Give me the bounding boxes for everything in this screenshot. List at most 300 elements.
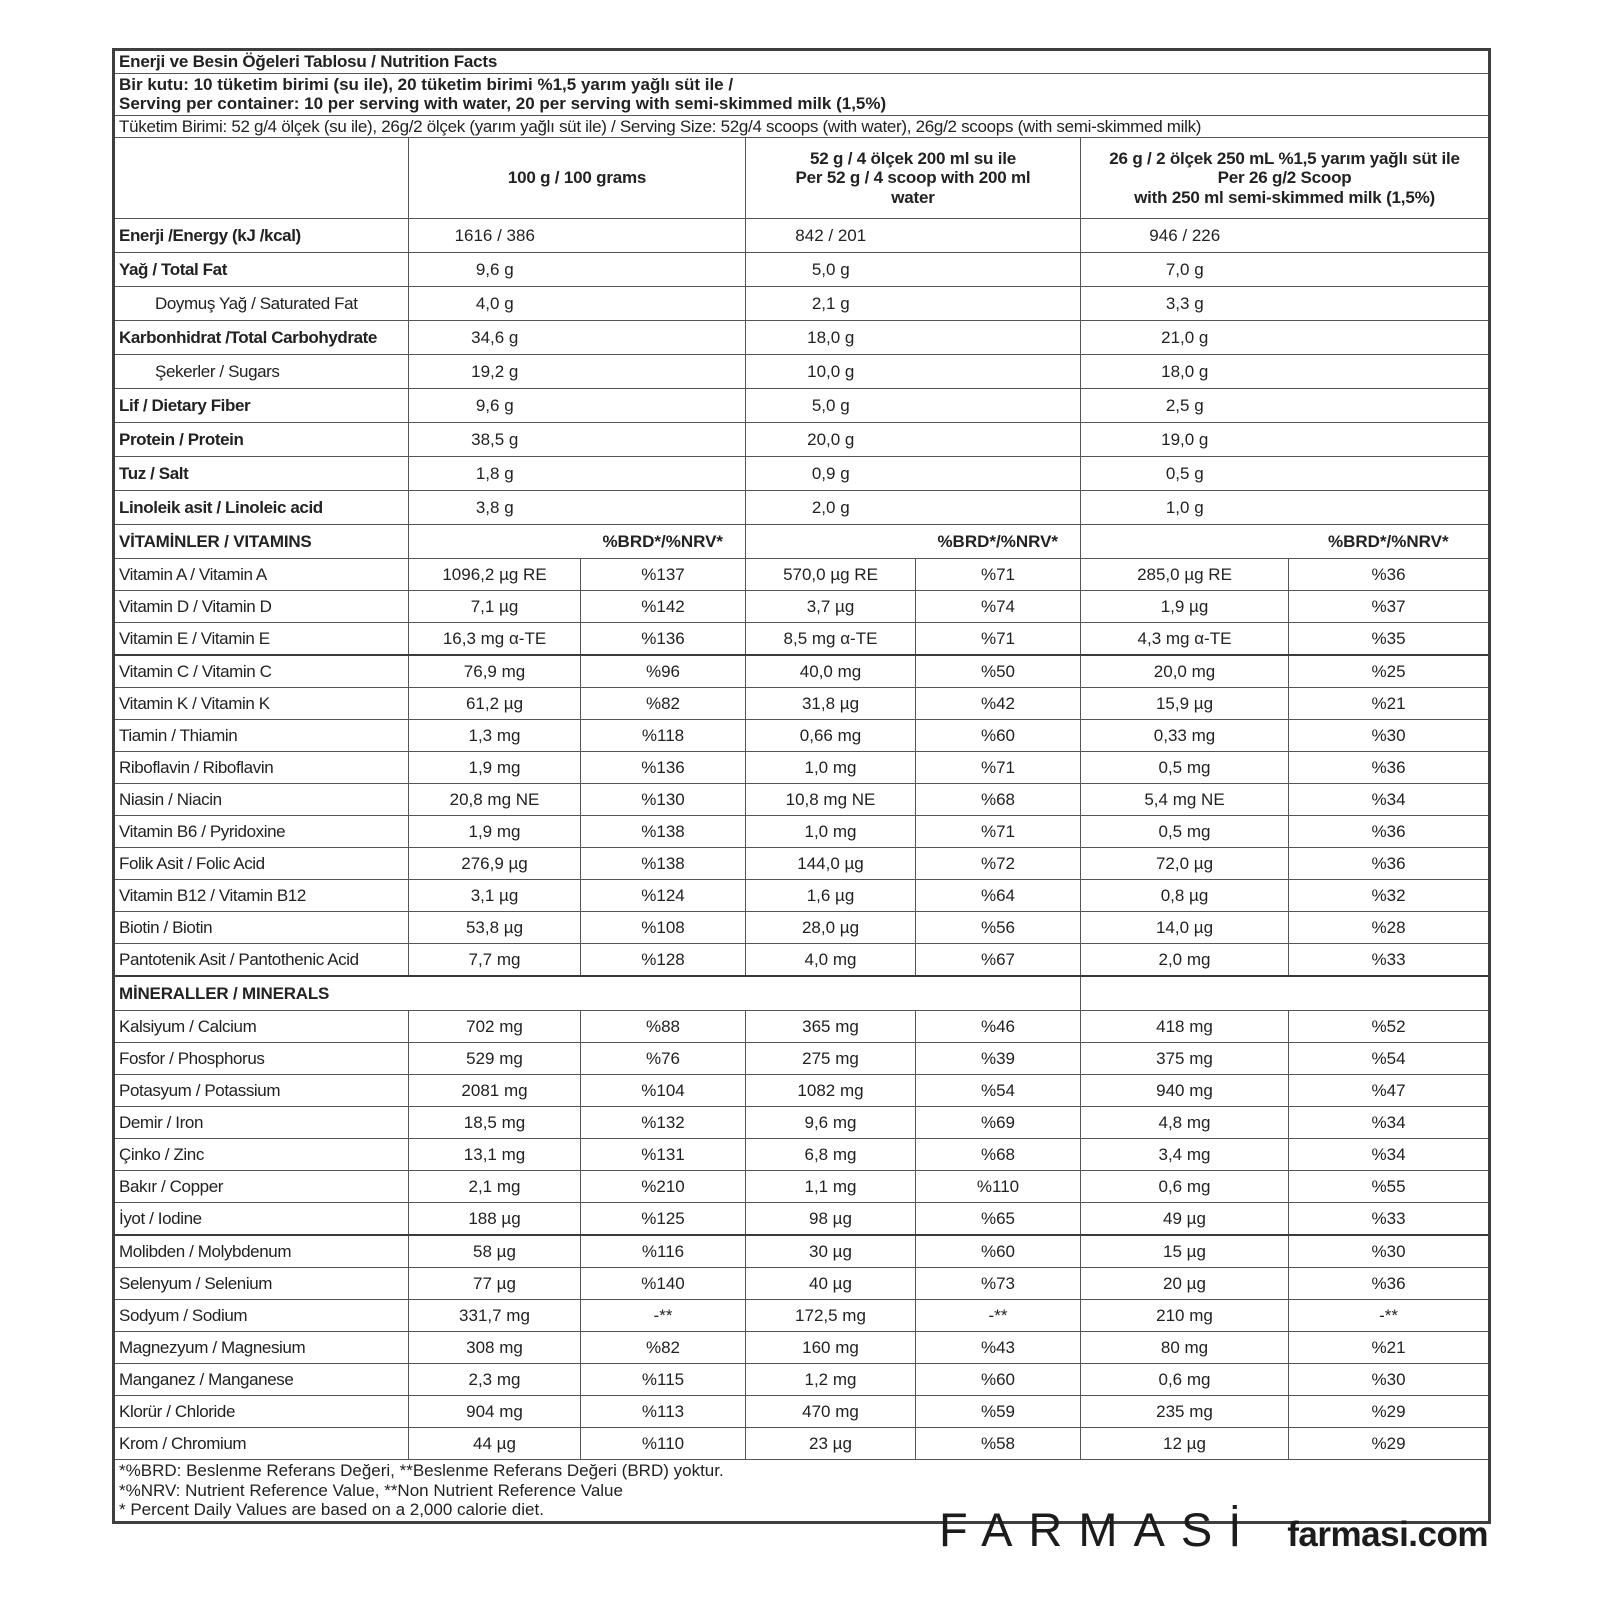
amount-cell: 1,0 g [1081,491,1289,525]
nrv-percent-cell: %58 [916,1428,1081,1460]
nutrition-table-wrap [112,48,1488,1524]
table-row [114,559,1490,591]
servings-line-en: Serving per container: 10 per serving with water, 20 per serving with semi-skimmed milk (1,5%) [119,94,887,114]
table-row [114,321,1490,355]
spacer-cell [1081,525,1289,559]
nrv-percent-cell: %110 [581,1428,746,1460]
amount-cell: 18,5 mg [409,1107,581,1139]
amount-cell: 188 µg [409,1203,581,1236]
nutrient-rows [114,219,1490,1460]
table-row [114,1300,1490,1332]
nrv-percent-cell: %138 [581,816,746,848]
amount-cell: 4,8 mg [1081,1107,1289,1139]
table-row [114,1235,1490,1268]
amount-cell: 1096,2 µg RE [409,559,581,591]
amount-cell: 1,6 µg [746,880,916,912]
nrv-percent-cell: %34 [1289,784,1490,816]
amount-cell: 30 µg [746,1235,916,1268]
table-row [114,457,1490,491]
spacer-cell [746,525,916,559]
spacer-cell [1289,355,1490,389]
nrv-percent-cell: %88 [581,1011,746,1043]
spacer-cell [916,321,1081,355]
spacer-cell [581,491,746,525]
nrv-percent-cell: %29 [1289,1396,1490,1428]
table-row [114,287,1490,321]
spacer-cell [1289,457,1490,491]
nrv-percent-cell: %46 [916,1011,1081,1043]
nrv-percent-cell: %36 [1289,559,1490,591]
amount-cell: 0,5 mg [1081,816,1289,848]
footnote-nrv: *%NRV: Nutrient Reference Value, **Non Nutrient Reference Value [119,1480,623,1500]
nrv-percent-cell: %34 [1289,1139,1490,1171]
nrv-percent-cell: %138 [581,848,746,880]
nrv-percent-cell: %140 [581,1268,746,1300]
amount-cell: 275 mg [746,1043,916,1075]
column-header-52g-line2: Per 52 g / 4 scoop with 200 ml [795,168,1031,188]
nrv-percent-cell: %30 [1289,1235,1490,1268]
nrv-percent-cell: %36 [1289,816,1490,848]
table-row [114,219,1490,253]
nrv-percent-cell: %210 [581,1171,746,1203]
nrv-percent-cell: -** [581,1300,746,1332]
nrv-percent-cell: %142 [581,591,746,623]
amount-cell: 4,0 g [409,287,581,321]
nrv-percent-cell: %21 [1289,1332,1490,1364]
amount-cell: 0,6 mg [1081,1171,1289,1203]
row-label-cell: Niasin / Niacin [114,784,409,816]
farmasi-website: farmasi.com [1287,1515,1488,1554]
row-label-cell: Manganez / Manganese [114,1364,409,1396]
row-label-cell: Vitamin B6 / Pyridoxine [114,816,409,848]
table-row [114,1268,1490,1300]
amount-cell: 1082 mg [746,1075,916,1107]
nrv-percent-cell: %113 [581,1396,746,1428]
amount-cell: 18,0 g [746,321,916,355]
row-label-cell: Yağ / Total Fat [114,253,409,287]
table-row [114,1428,1490,1460]
column-header-26g [1081,138,1490,219]
brd-nrv-header-cell: %BRD*/%NRV* [916,525,1081,559]
amount-cell: 2,1 g [746,287,916,321]
nutrition-facts-table [112,48,1491,1524]
nrv-percent-cell: %71 [916,816,1081,848]
nrv-percent-cell: %131 [581,1139,746,1171]
amount-cell: 38,5 g [409,423,581,457]
amount-cell: 23 µg [746,1428,916,1460]
amount-cell: 3,4 mg [1081,1139,1289,1171]
row-label-cell: Klorür / Chloride [114,1396,409,1428]
spacer-cell [1289,287,1490,321]
nrv-percent-cell: %132 [581,1107,746,1139]
nrv-percent-cell: %136 [581,623,746,656]
nrv-percent-cell: %130 [581,784,746,816]
spacer-cell [1289,491,1490,525]
nrv-percent-cell: %68 [916,784,1081,816]
amount-cell: 6,8 mg [746,1139,916,1171]
amount-cell: 1,2 mg [746,1364,916,1396]
nrv-percent-cell: %124 [581,880,746,912]
spacer-cell [581,389,746,423]
amount-cell: 3,1 µg [409,880,581,912]
nrv-percent-cell: %30 [1289,1364,1490,1396]
table-row [114,720,1490,752]
row-label-cell: Pantotenik Asit / Pantothenic Acid [114,944,409,977]
spacer-cell [916,423,1081,457]
spacer-cell [1289,389,1490,423]
nrv-percent-cell: %42 [916,688,1081,720]
row-label-cell: Potasyum / Potassium [114,1075,409,1107]
nrv-percent-cell: %82 [581,1332,746,1364]
amount-cell: 1,1 mg [746,1171,916,1203]
servings-line-tr: Bir kutu: 10 tüketim birimi (su ile), 20 tüketim birimi %1,5 yarım yağlı süt ile / [119,74,734,94]
amount-cell: 842 / 201 [746,219,916,253]
amount-cell: 1,3 mg [409,720,581,752]
table-row [114,655,1490,688]
spacer-cell [581,219,746,253]
amount-cell: 3,7 µg [746,591,916,623]
amount-cell: 5,4 mg NE [1081,784,1289,816]
amount-cell: 72,0 µg [1081,848,1289,880]
amount-cell: 0,8 µg [1081,880,1289,912]
table-row [114,1364,1490,1396]
row-label-cell: Doymuş Yağ / Saturated Fat [114,287,409,321]
column-header-100g [409,138,746,219]
spacer-cell [916,253,1081,287]
amount-cell: 940 mg [1081,1075,1289,1107]
column-header-52g-line3: water [891,187,935,207]
table-row [114,525,1490,559]
amount-cell: 4,3 mg α-TE [1081,623,1289,656]
row-label-cell: Linoleik asit / Linoleic acid [114,491,409,525]
nrv-percent-cell: %56 [916,912,1081,944]
nrv-percent-cell: %52 [1289,1011,1490,1043]
column-header-empty [114,138,409,219]
nrv-percent-cell: %118 [581,720,746,752]
spacer-cell [916,389,1081,423]
table-row [114,688,1490,720]
nrv-percent-cell: %125 [581,1203,746,1236]
brd-nrv-header-cell: %BRD*/%NRV* [581,525,746,559]
row-label-cell: Vitamin D / Vitamin D [114,591,409,623]
amount-cell: 4,0 mg [746,944,916,977]
spacer-cell [581,457,746,491]
amount-cell: 285,0 µg RE [1081,559,1289,591]
amount-cell: 18,0 g [1081,355,1289,389]
nrv-percent-cell: %136 [581,752,746,784]
nrv-percent-cell: %33 [1289,1203,1490,1236]
nrv-percent-cell: %73 [916,1268,1081,1300]
amount-cell: 9,6 g [409,253,581,287]
column-header-52g-line1: 52 g / 4 ölçek 200 ml su ile [809,148,1017,168]
amount-cell: 76,9 mg [409,655,581,688]
nrv-percent-cell: %37 [1289,591,1490,623]
row-label-cell: Sodyum / Sodium [114,1300,409,1332]
table-row [114,880,1490,912]
amount-cell: 2,1 mg [409,1171,581,1203]
nrv-percent-cell: %60 [916,720,1081,752]
column-header-100g-line: 100 g / 100 grams [507,168,647,188]
row-label-cell: Tiamin / Thiamin [114,720,409,752]
nrv-percent-cell: %76 [581,1043,746,1075]
servings-per-container-row [114,73,1490,115]
amount-cell: 40 µg [746,1268,916,1300]
nrv-percent-cell: %29 [1289,1428,1490,1460]
row-label-cell: İyot / Iodine [114,1203,409,1236]
amount-cell: 5,0 g [746,389,916,423]
row-label-cell: Protein / Protein [114,423,409,457]
amount-cell: 20,8 mg NE [409,784,581,816]
spacer-cell [581,321,746,355]
amount-cell: 20 µg [1081,1268,1289,1300]
brd-nrv-header-cell: %BRD*/%NRV* [1289,525,1490,559]
amount-cell: 160 mg [746,1332,916,1364]
table-row [114,355,1490,389]
row-label-cell: Karbonhidrat /Total Carbohydrate [114,321,409,355]
row-label-cell: Vitamin K / Vitamin K [114,688,409,720]
amount-cell: 7,1 µg [409,591,581,623]
brand-footer [939,1502,1488,1557]
nrv-percent-cell: %65 [916,1203,1081,1236]
nrv-percent-cell: %43 [916,1332,1081,1364]
servings-per-container [114,73,1490,115]
nrv-percent-cell: %96 [581,655,746,688]
row-label-cell: Tuz / Salt [114,457,409,491]
nrv-percent-cell: %68 [916,1139,1081,1171]
amount-cell: 15 µg [1081,1235,1289,1268]
amount-cell: 0,5 g [1081,457,1289,491]
row-label-cell: Vitamin A / Vitamin A [114,559,409,591]
amount-cell: 98 µg [746,1203,916,1236]
amount-cell: 77 µg [409,1268,581,1300]
nrv-percent-cell: %50 [916,655,1081,688]
amount-cell: 7,0 g [1081,253,1289,287]
serving-size-row [114,115,1490,138]
row-label-cell: Vitamin C / Vitamin C [114,655,409,688]
amount-cell: 10,8 mg NE [746,784,916,816]
nrv-percent-cell: %36 [1289,1268,1490,1300]
amount-cell: 570,0 µg RE [746,559,916,591]
amount-cell: 49 µg [1081,1203,1289,1236]
nrv-percent-cell: %67 [916,944,1081,977]
table-row [114,1107,1490,1139]
table-row [114,389,1490,423]
table-row [114,1396,1490,1428]
amount-cell: 9,6 mg [746,1107,916,1139]
spacer-cell [581,287,746,321]
nrv-percent-cell: %71 [916,752,1081,784]
spacer-cell [916,457,1081,491]
column-header-26g-line1: 26 g / 2 ölçek 250 mL %1,5 yarım yağlı süt ile [1109,148,1460,168]
nrv-percent-cell: %104 [581,1075,746,1107]
column-header-row [114,138,1490,219]
table-row [114,423,1490,457]
amount-cell: 308 mg [409,1332,581,1364]
amount-cell: 0,9 g [746,457,916,491]
table-row [114,591,1490,623]
amount-cell: 1616 / 386 [409,219,581,253]
nrv-percent-cell: %71 [916,623,1081,656]
nrv-percent-cell: %55 [1289,1171,1490,1203]
spacer-cell [581,253,746,287]
nrv-percent-cell: %30 [1289,720,1490,752]
row-label-cell: Şekerler / Sugars [114,355,409,389]
row-label-cell: Krom / Chromium [114,1428,409,1460]
amount-cell: 2,3 mg [409,1364,581,1396]
amount-cell: 28,0 µg [746,912,916,944]
nrv-percent-cell: %59 [916,1396,1081,1428]
nrv-percent-cell: %25 [1289,655,1490,688]
row-label-cell: Selenyum / Selenium [114,1268,409,1300]
amount-cell: 53,8 µg [409,912,581,944]
amount-cell: 331,7 mg [409,1300,581,1332]
amount-cell: 3,8 g [409,491,581,525]
amount-cell: 61,2 µg [409,688,581,720]
amount-cell: 1,0 mg [746,816,916,848]
amount-cell: 2,5 g [1081,389,1289,423]
nrv-percent-cell: -** [916,1300,1081,1332]
section-header-vitamins: VİTAMİNLER / VITAMINS [114,525,409,559]
amount-cell: 470 mg [746,1396,916,1428]
row-label-cell: Folik Asit / Folic Acid [114,848,409,880]
nrv-percent-cell: %54 [1289,1043,1490,1075]
section-header-minerals: MİNERALLER / MINERALS [114,976,1081,1011]
amount-cell: 375 mg [1081,1043,1289,1075]
amount-cell: 9,6 g [409,389,581,423]
table-row [114,253,1490,287]
amount-cell: 0,66 mg [746,720,916,752]
nrv-percent-cell: %137 [581,559,746,591]
table-row [114,816,1490,848]
amount-cell: 19,0 g [1081,423,1289,457]
footnote-daily-values: * Percent Daily Values are based on a 2,000 calorie diet. [119,1500,544,1520]
column-header-52g [746,138,1081,219]
footnote-brd: *%BRD: Beslenme Referans Değeri, **Beslenme Referans Değeri (BRD) yoktur. [119,1461,724,1481]
table-row [114,976,1490,1011]
row-label-cell: Magnezyum / Magnesium [114,1332,409,1364]
amount-cell: 15,9 µg [1081,688,1289,720]
table-row [114,491,1490,525]
amount-cell: 1,9 mg [409,816,581,848]
amount-cell: 40,0 mg [746,655,916,688]
row-label-cell: Enerji /Energy (kJ /kcal) [114,219,409,253]
nrv-percent-cell: %34 [1289,1107,1490,1139]
row-label-cell: Kalsiyum / Calcium [114,1011,409,1043]
nrv-percent-cell: %64 [916,880,1081,912]
amount-cell: 13,1 mg [409,1139,581,1171]
nrv-percent-cell: %36 [1289,848,1490,880]
amount-cell: 0,5 mg [1081,752,1289,784]
amount-cell: 529 mg [409,1043,581,1075]
amount-cell: 34,6 g [409,321,581,355]
table-row [114,1075,1490,1107]
table-row [114,1171,1490,1203]
amount-cell: 1,0 mg [746,752,916,784]
amount-cell: 946 / 226 [1081,219,1289,253]
row-label-cell: Vitamin B12 / Vitamin B12 [114,880,409,912]
spacer-cell [1289,219,1490,253]
amount-cell: 2081 mg [409,1075,581,1107]
table-row [114,1332,1490,1364]
amount-cell: 16,3 mg α-TE [409,623,581,656]
farmasi-logo: FARMASİ [938,1503,1258,1556]
row-label-cell: Demir / Iron [114,1107,409,1139]
nrv-percent-cell: %71 [916,559,1081,591]
nrv-percent-cell: -** [1289,1300,1490,1332]
column-header-26g-line2: Per 26 g/2 Scoop [1217,168,1352,188]
spacer-cell [916,219,1081,253]
spacer-cell [1289,253,1490,287]
table-row [114,784,1490,816]
amount-cell: 235 mg [1081,1396,1289,1428]
amount-cell: 31,8 µg [746,688,916,720]
title-row [114,50,1490,74]
amount-cell: 904 mg [409,1396,581,1428]
table-row [114,848,1490,880]
nrv-percent-cell: %35 [1289,623,1490,656]
amount-cell: 5,0 g [746,253,916,287]
amount-cell: 1,9 µg [1081,591,1289,623]
nrv-percent-cell: %115 [581,1364,746,1396]
nrv-percent-cell: %128 [581,944,746,977]
nrv-percent-cell: %60 [916,1235,1081,1268]
amount-cell: 3,3 g [1081,287,1289,321]
table-row [114,1011,1490,1043]
spacer-cell [916,355,1081,389]
row-label-cell: Bakır / Copper [114,1171,409,1203]
amount-cell: 14,0 µg [1081,912,1289,944]
amount-cell: 418 mg [1081,1011,1289,1043]
row-label-cell: Çinko / Zinc [114,1139,409,1171]
amount-cell: 44 µg [409,1428,581,1460]
amount-cell: 19,2 g [409,355,581,389]
nrv-percent-cell: %28 [1289,912,1490,944]
row-label-cell: Molibden / Molybdenum [114,1235,409,1268]
nrv-percent-cell: %110 [916,1171,1081,1203]
nrv-percent-cell: %74 [916,591,1081,623]
nrv-percent-cell: %33 [1289,944,1490,977]
nrv-percent-cell: %82 [581,688,746,720]
amount-cell: 0,6 mg [1081,1364,1289,1396]
spacer-cell [1289,423,1490,457]
table-row [114,912,1490,944]
amount-cell: 8,5 mg α-TE [746,623,916,656]
spacer-cell [916,287,1081,321]
nrv-percent-cell: %108 [581,912,746,944]
amount-cell: 2,0 mg [1081,944,1289,977]
amount-cell: 10,0 g [746,355,916,389]
spacer-cell [916,491,1081,525]
column-header-26g-line3: with 250 ml semi-skimmed milk (1,5%) [1134,187,1435,207]
nrv-percent-cell: %47 [1289,1075,1490,1107]
table-title: Enerji ve Besin Öğeleri Tablosu / Nutrition Facts [114,50,1490,74]
spacer-cell [1289,321,1490,355]
amount-cell: 0,33 mg [1081,720,1289,752]
table-row [114,1139,1490,1171]
nrv-percent-cell: %60 [916,1364,1081,1396]
amount-cell: 12 µg [1081,1428,1289,1460]
nrv-percent-cell: %39 [916,1043,1081,1075]
amount-cell: 80 mg [1081,1332,1289,1364]
amount-cell: 144,0 µg [746,848,916,880]
table-row [114,623,1490,656]
nrv-percent-cell: %21 [1289,688,1490,720]
amount-cell: 276,9 µg [409,848,581,880]
amount-cell: 702 mg [409,1011,581,1043]
spacer-cell [1081,976,1490,1011]
nrv-percent-cell: %32 [1289,880,1490,912]
row-label-cell: Lif / Dietary Fiber [114,389,409,423]
